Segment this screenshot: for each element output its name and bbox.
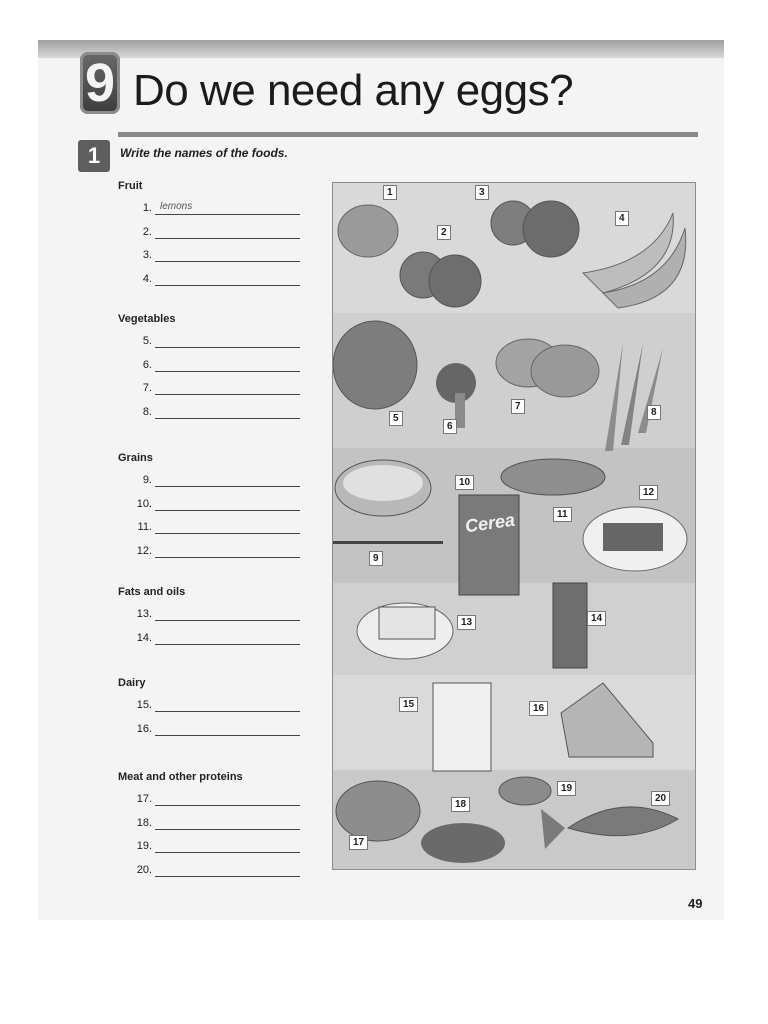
photo-label-3: 3 [475, 185, 489, 200]
chopsticks-image [333, 541, 443, 544]
item-number: 17. [136, 793, 152, 805]
answer-blank[interactable] [155, 498, 300, 511]
unit-number-badge: 9 [80, 52, 120, 114]
potato-image-b [531, 345, 599, 397]
answer-blank[interactable] [155, 382, 300, 395]
category-heading: Grains [118, 452, 153, 464]
category-heading: Fats and oils [118, 586, 186, 598]
item-number: 1. [142, 202, 152, 214]
answer-blank[interactable] [155, 793, 300, 806]
fish-image [568, 807, 678, 836]
bread-image [501, 459, 605, 495]
workbook-page [38, 40, 724, 920]
shrimp-image [499, 777, 551, 805]
photo-label-2: 2 [437, 225, 451, 240]
answer-blank[interactable] [155, 521, 300, 534]
answer-blank[interactable] [155, 406, 300, 419]
photo-label-1: 1 [383, 185, 397, 200]
title-divider [118, 132, 698, 137]
photo-label-5: 5 [389, 411, 403, 426]
item-number: 18. [136, 816, 152, 829]
item-number: 2. [142, 225, 152, 238]
answer-blank[interactable] [155, 632, 300, 645]
photo-label-17: 17 [349, 835, 368, 850]
page-number: 49 [688, 896, 703, 911]
item-number: 7. [142, 382, 152, 394]
answer-blank[interactable] [155, 226, 300, 239]
item-number: 12. [136, 544, 152, 557]
header-bar [38, 40, 724, 58]
answer-blank[interactable] [155, 608, 300, 621]
food-photo-panel [332, 182, 696, 870]
photo-label-8: 8 [647, 405, 661, 420]
apple-image-b [523, 201, 579, 257]
item-number: 13. [136, 608, 152, 620]
item-number: 4. [142, 272, 152, 285]
item-number: 16. [136, 722, 152, 735]
answer-blank[interactable] [155, 817, 300, 830]
item-number: 5. [142, 335, 152, 347]
cereal-box-text: Cerea [463, 509, 517, 537]
photo-label-11: 11 [553, 507, 572, 522]
beans-image [421, 823, 505, 863]
item-number: 14. [136, 631, 152, 644]
photo-label-18: 18 [451, 797, 470, 812]
item-number: 9. [142, 474, 152, 486]
answer-blank[interactable] [155, 864, 300, 877]
photo-label-10: 10 [455, 475, 474, 490]
item-number: 20. [136, 863, 152, 876]
exercise-number-badge: 1 [78, 140, 110, 172]
item-number: 19. [136, 840, 152, 852]
photo-label-14: 14 [587, 611, 606, 626]
answer-blank[interactable] [155, 545, 300, 558]
item-number: 3. [142, 249, 152, 261]
item-number: 8. [142, 405, 152, 418]
answer-text: lemons [160, 201, 193, 212]
oil-bottle-image [553, 583, 587, 668]
answer-blank[interactable] [155, 359, 300, 372]
exercise-instruction: Write the names of the foods. [120, 146, 288, 160]
category-heading: Vegetables [118, 313, 176, 325]
photo-label-16: 16 [529, 701, 548, 716]
photo-label-4: 4 [615, 211, 629, 226]
photo-label-9: 9 [369, 551, 383, 566]
item-number: 11. [137, 521, 152, 533]
page-title: Do we need any eggs? [133, 66, 574, 115]
photo-label-12: 12 [639, 485, 658, 500]
chicken-image [336, 781, 420, 841]
photo-label-15: 15 [399, 697, 418, 712]
lettuce-image [333, 321, 417, 409]
photo-label-19: 19 [557, 781, 576, 796]
item-number: 10. [136, 497, 152, 510]
carrot-image [605, 343, 623, 451]
answer-blank[interactable] [155, 723, 300, 736]
item-number: 6. [142, 358, 152, 371]
answer-blank[interactable] [155, 474, 300, 487]
answer-blank[interactable] [155, 840, 300, 853]
photo-label-20: 20 [651, 791, 670, 806]
item-number: 15. [136, 699, 152, 711]
answer-blank[interactable] [155, 273, 300, 286]
answer-blank[interactable] [155, 699, 300, 712]
category-heading: Fruit [118, 180, 143, 192]
answer-blank[interactable] [155, 335, 300, 348]
orange-image-b [429, 255, 481, 307]
butter-image [379, 607, 435, 639]
photo-label-13: 13 [457, 615, 476, 630]
cheese-image [561, 683, 653, 757]
lemon-image [338, 205, 398, 257]
photo-label-6: 6 [443, 419, 457, 434]
photo-label-7: 7 [511, 399, 525, 414]
milk-carton-image [433, 683, 491, 771]
category-heading: Meat and other proteins [118, 771, 243, 783]
category-heading: Dairy [118, 677, 146, 689]
answer-blank[interactable] [155, 249, 300, 262]
